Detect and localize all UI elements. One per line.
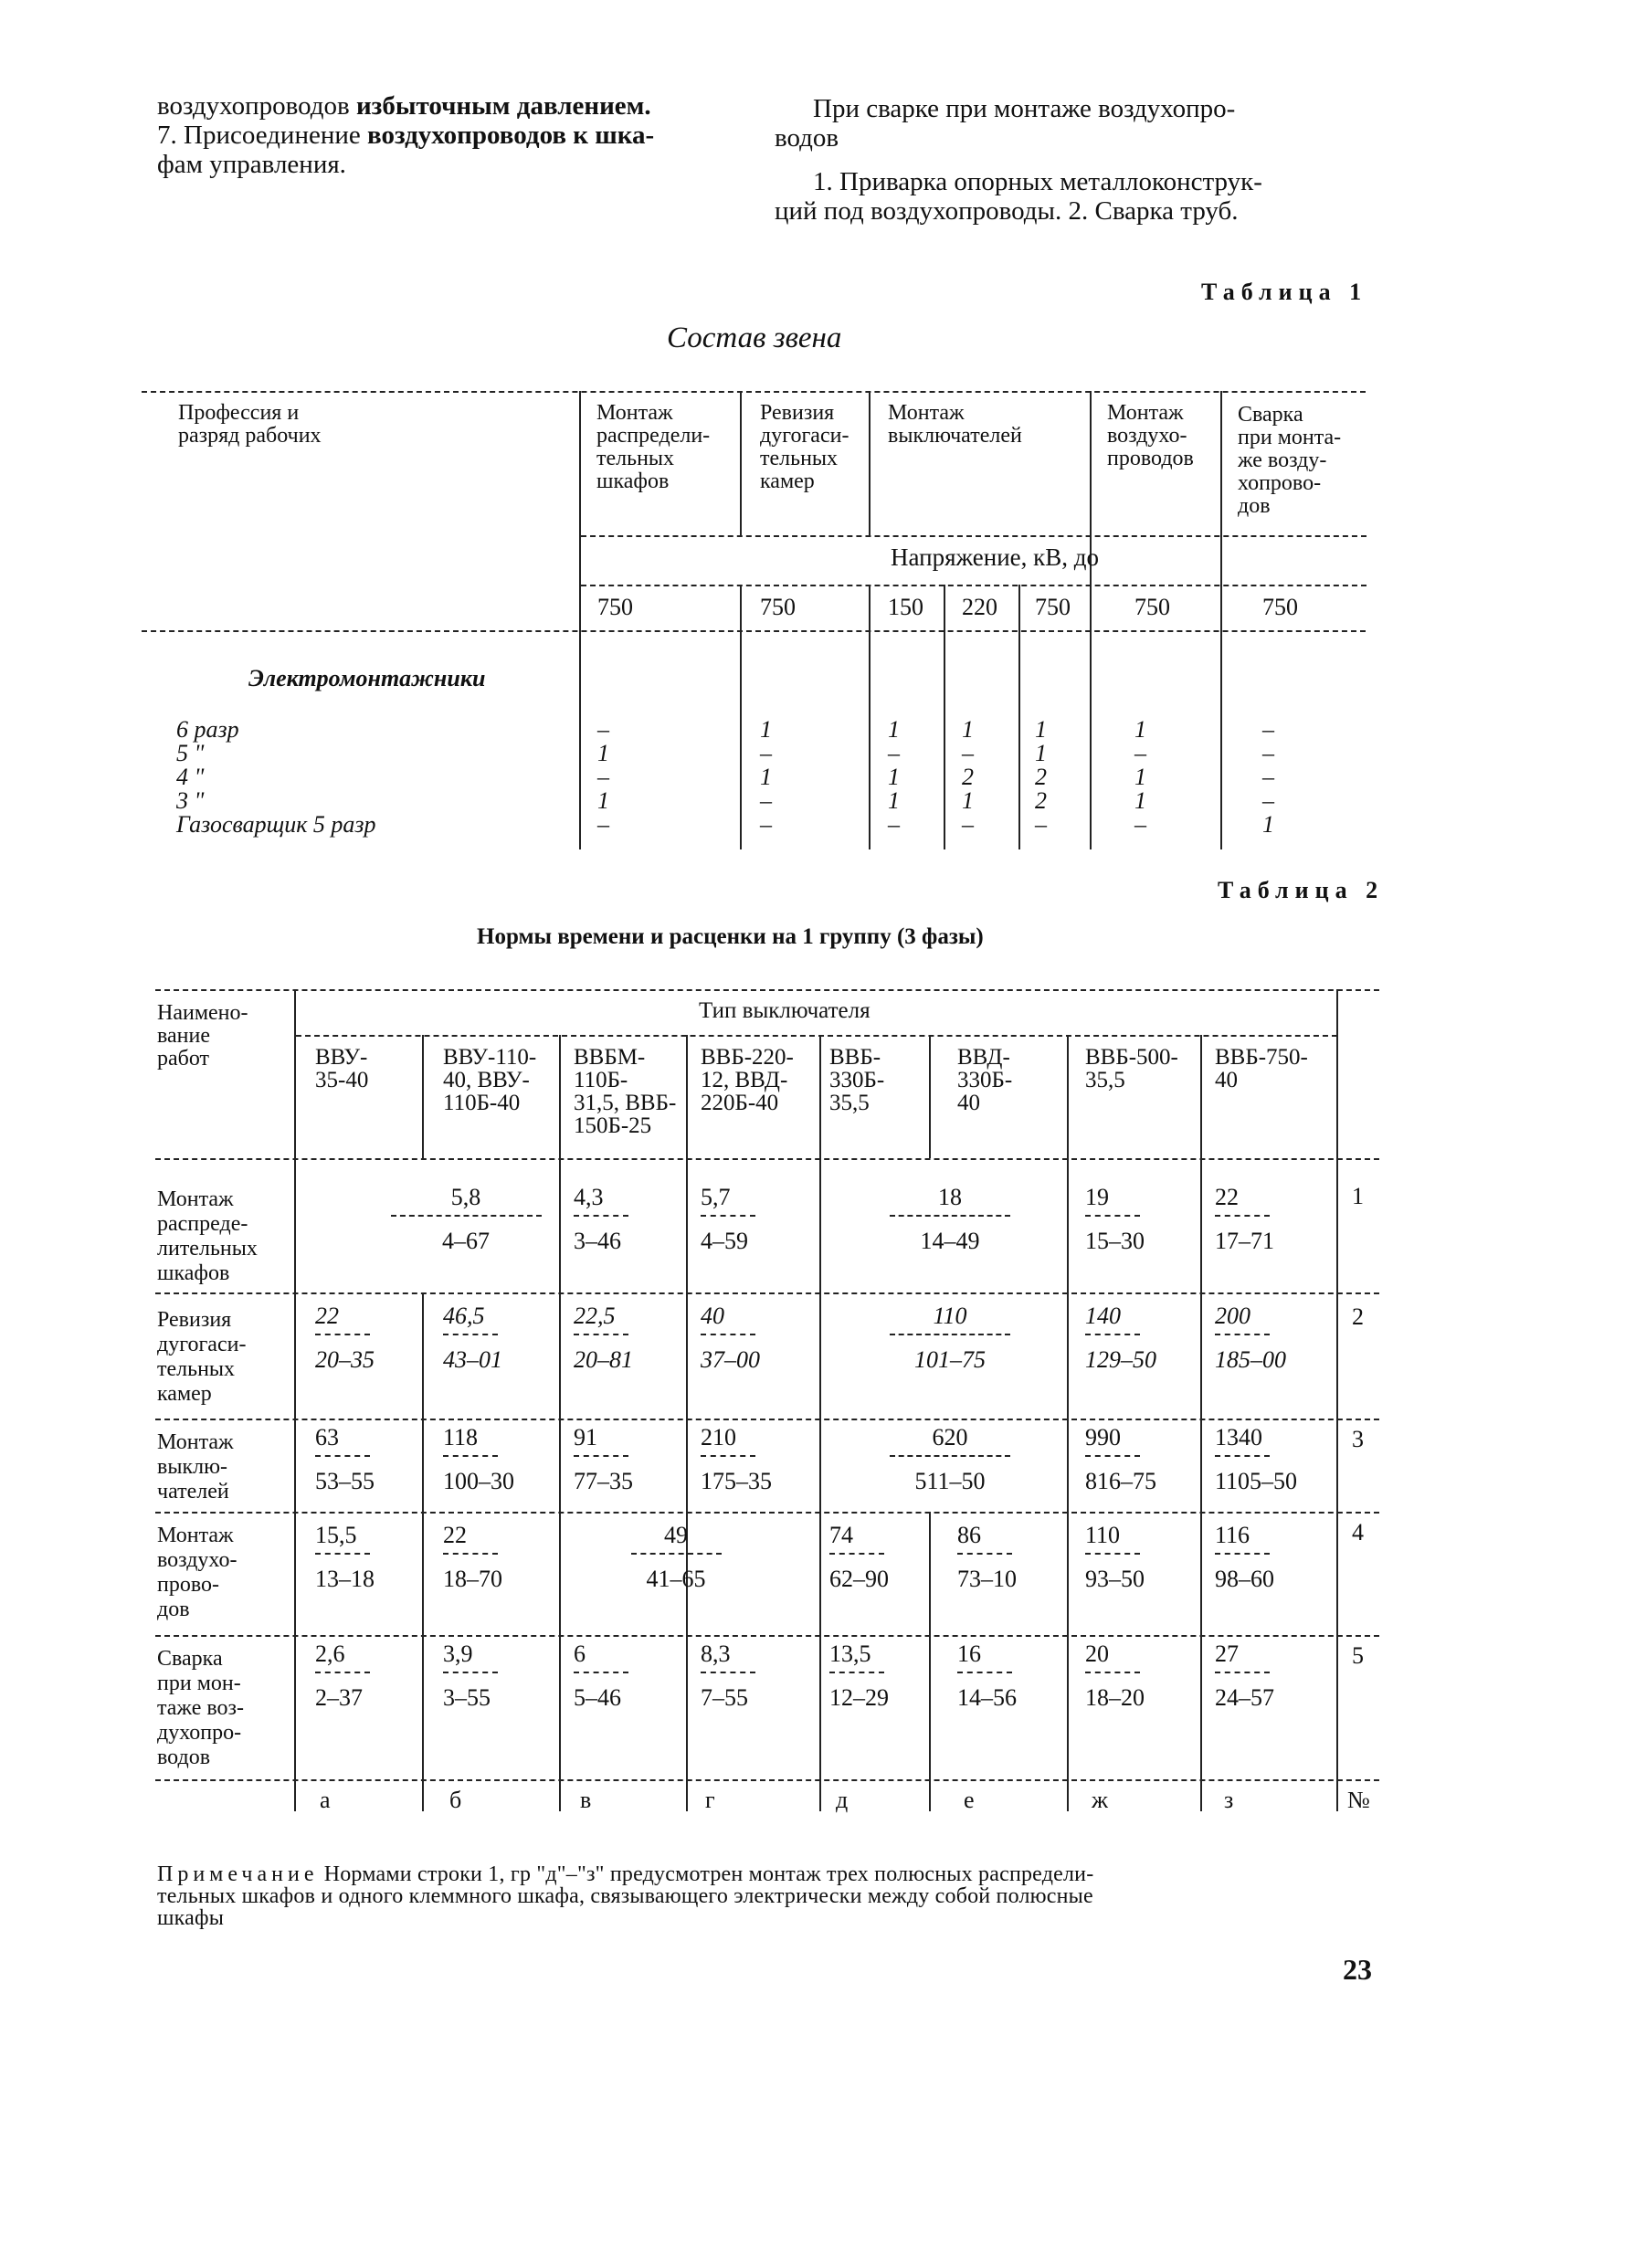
cell-rate: 20–35 <box>315 1346 375 1373</box>
table2-cell <box>1085 1524 1145 1591</box>
table2-cell <box>443 1642 498 1710</box>
cell-rate: 511–50 <box>914 1468 986 1494</box>
table2-cell <box>574 1304 633 1372</box>
table1-cell: 1 <box>888 764 900 790</box>
footnote-label: Примечание <box>157 1862 319 1886</box>
cell-rate: 175–35 <box>701 1468 772 1494</box>
cell-norm: 3,9 <box>443 1640 473 1667</box>
table1-cell: 1 <box>888 716 900 743</box>
table2-column-letter: б <box>449 1787 462 1813</box>
cell-rate: 77–35 <box>574 1468 633 1494</box>
table1-cell: – <box>597 811 609 838</box>
table1-voltage: 750 <box>760 594 796 620</box>
cell-norm: 49 <box>664 1522 688 1548</box>
cell-rate: 93–50 <box>1085 1566 1145 1592</box>
table2-cell <box>957 1524 1017 1591</box>
cell-rate: 14–49 <box>920 1228 980 1254</box>
table1-cell: – <box>760 740 772 766</box>
table2-cell <box>840 1186 1060 1253</box>
table1-cell: 2 <box>1035 787 1047 814</box>
table1-cell: 1 <box>962 787 974 814</box>
cell-rate: 18–20 <box>1085 1684 1145 1711</box>
table1-header-air-ducts: Монтаж воздухо- проводов <box>1107 401 1194 470</box>
cell-rate: 1105–50 <box>1215 1468 1298 1494</box>
table2-cell <box>701 1304 760 1372</box>
cell-rate: 17–71 <box>1215 1228 1274 1254</box>
cell-norm: 6 <box>574 1640 586 1667</box>
cell-norm: 86 <box>957 1522 981 1548</box>
cell-rate: 73–10 <box>957 1566 1017 1592</box>
table2-cell <box>1215 1642 1274 1710</box>
table2-cell <box>443 1304 502 1372</box>
table2-type-header: ВВУ- 35-40 <box>315 1045 369 1092</box>
cell-rate: 13–18 <box>315 1566 375 1592</box>
table1-voltage: 750 <box>1262 594 1298 620</box>
table1-cell: 2 <box>962 764 974 790</box>
table2-row-label: Монтаж выклю- чателей <box>157 1430 234 1503</box>
cell-norm: 200 <box>1215 1303 1250 1329</box>
cell-rate: 185–00 <box>1215 1346 1286 1373</box>
left-line-3: фам управления. <box>157 150 346 179</box>
table2-row-label: Сварка при мон- таже воз- духопро- водов <box>157 1647 244 1769</box>
cell-rate: 4–67 <box>442 1228 490 1254</box>
table2-type-header: ВВБ-500- 35,5 <box>1085 1045 1178 1092</box>
table1-cell: – <box>1262 740 1274 766</box>
cell-norm: 118 <box>443 1424 479 1450</box>
table1-header-switches: Монтаж выключателей <box>888 401 1022 448</box>
table2-column-letter: г <box>705 1787 715 1813</box>
table1-voltage-label: Напряжение, кВ, до <box>891 543 1100 571</box>
table2-cell <box>574 1426 633 1493</box>
table2-cell <box>315 1642 370 1710</box>
table1-cell: 1 <box>1134 787 1146 814</box>
cell-norm: 2,6 <box>315 1640 345 1667</box>
table1-cell: – <box>888 811 900 838</box>
table2-row-number: 3 <box>1352 1426 1364 1452</box>
table2-title: Нормы времени и расценки на 1 группу (3 фазы) <box>477 924 984 949</box>
table1-row-label: 4 " <box>176 764 205 790</box>
page-number: 23 <box>1343 1953 1372 1986</box>
cell-rate: 15–30 <box>1085 1228 1145 1254</box>
table2-cell <box>315 1304 375 1372</box>
table1-voltage: 150 <box>888 594 923 620</box>
table1-header-profession: Профессия и разряд рабочих <box>178 401 322 448</box>
cell-rate: 98–60 <box>1215 1566 1274 1592</box>
cell-norm: 210 <box>701 1424 736 1450</box>
table1-cell: 1 <box>597 787 609 814</box>
table1-header-arc-chambers: Ревизия дугогаси- тельных камер <box>760 401 849 493</box>
cell-rate: 100–30 <box>443 1468 514 1494</box>
table2-row-label: Ревизия дугогаси- тельных камер <box>157 1308 247 1406</box>
table1-caption: Таблица 1 <box>1201 279 1368 305</box>
cell-norm: 22 <box>443 1522 467 1548</box>
table2-cell <box>1215 1304 1286 1372</box>
cell-norm: 8,3 <box>701 1640 731 1667</box>
cell-norm: 990 <box>1085 1424 1121 1450</box>
cell-rate: 2–37 <box>315 1684 363 1711</box>
cell-rate: 129–50 <box>1085 1346 1156 1373</box>
table1-row-label: 5 " <box>176 740 205 766</box>
table2-cell <box>1085 1186 1145 1253</box>
cell-rate: 41–65 <box>646 1566 706 1592</box>
table2-cell <box>574 1186 628 1253</box>
table2-column-letter: а <box>320 1787 331 1813</box>
table2-type-header: ВВБ- 330Б- 35,5 <box>829 1045 885 1115</box>
cell-norm: 110 <box>1085 1522 1121 1548</box>
footnote <box>157 1863 1390 1929</box>
cell-norm: 19 <box>1085 1184 1109 1210</box>
cell-norm: 74 <box>829 1522 853 1548</box>
cell-norm: 5,7 <box>701 1184 731 1210</box>
table2-cell <box>315 1426 375 1493</box>
cell-norm: 116 <box>1215 1522 1250 1548</box>
table1-cell: 1 <box>962 716 974 743</box>
cell-norm: 1340 <box>1215 1424 1262 1450</box>
table2-row-number: 1 <box>1352 1183 1364 1209</box>
table2-type-header: ВВБ-220- 12, ВВД- 220Б-40 <box>701 1045 794 1115</box>
table2-type-header: ВВБМ- 110Б- 31,5, ВВБ- 150Б-25 <box>574 1045 677 1138</box>
table2-cell <box>701 1186 755 1253</box>
cell-rate: 816–75 <box>1085 1468 1156 1494</box>
table2-cell <box>957 1642 1017 1710</box>
cell-norm: 18 <box>938 1184 962 1210</box>
table1-cell: 1 <box>597 740 609 766</box>
right-line-4: ций под воздухопроводы. 2. Сварка труб. <box>775 196 1239 226</box>
table2-column-letter: д <box>836 1787 849 1813</box>
cell-rate: 24–57 <box>1215 1684 1274 1711</box>
table2-cell <box>1085 1426 1156 1493</box>
cell-rate: 53–55 <box>315 1468 375 1494</box>
table1-voltage: 750 <box>597 594 633 620</box>
cell-norm: 13,5 <box>829 1640 871 1667</box>
table2-column-letter: е <box>964 1787 975 1813</box>
cell-norm: 63 <box>315 1424 339 1450</box>
cell-rate: 12–29 <box>829 1684 889 1711</box>
table2-cell <box>574 1642 628 1710</box>
cell-rate: 14–56 <box>957 1684 1017 1711</box>
table2-caption: Таблица 2 <box>1218 877 1385 903</box>
table2-cell <box>1215 1186 1274 1253</box>
cell-norm: 15,5 <box>315 1522 357 1548</box>
table1-cell: – <box>962 811 974 838</box>
table1-cell: 1 <box>1134 716 1146 743</box>
table2-cell <box>594 1524 758 1591</box>
cell-norm: 5,8 <box>450 1184 481 1210</box>
table1-cell: 1 <box>1035 716 1047 743</box>
cell-norm: 22,5 <box>574 1303 616 1329</box>
table2-column-letter: в <box>580 1787 592 1813</box>
table1-row-label: 3 " <box>176 787 205 814</box>
table2-cell <box>1085 1304 1156 1372</box>
cell-norm: 20 <box>1085 1640 1109 1667</box>
table2-row-number: 4 <box>1352 1519 1364 1545</box>
left-line-1: воздухопроводов избыточным давлением. <box>157 91 651 121</box>
table2-row-number: 2 <box>1352 1303 1364 1330</box>
cell-rate: 62–90 <box>829 1566 889 1592</box>
footnote-line-3: шкафы <box>157 1906 225 1930</box>
right-line-2: водов <box>775 123 839 153</box>
table1-row-label: 6 разр <box>176 716 239 743</box>
left-line-2: 7. Присоединение воздухопроводов к шка- <box>157 121 655 150</box>
right-line-3: 1. Приварка опорных металлоконструк- <box>813 167 1262 196</box>
table1-cell: 1 <box>1262 811 1274 838</box>
cell-norm: 110 <box>933 1303 967 1329</box>
table2-cell <box>840 1304 1060 1372</box>
table2-cell <box>315 1524 375 1591</box>
table1-voltage: 750 <box>1035 594 1071 620</box>
table2-cell <box>1215 1524 1274 1591</box>
table2-row-label: Монтаж воздухо- прово- дов <box>157 1524 237 1621</box>
table2-cell <box>701 1426 772 1493</box>
table2-cell <box>829 1524 889 1591</box>
cell-rate: 20–81 <box>574 1346 633 1373</box>
table2-cell <box>829 1642 889 1710</box>
footnote-line-1: Примечание Нормами строки 1, гр "д"–"з" предусмотрен монтаж трех полюсных распредели- <box>157 1862 1094 1886</box>
footnote-line-2: тельных шкафов и одного клеммного шкафа, связывающего электрически между собой полюсные <box>157 1884 1093 1908</box>
table2-type-header: ВВД- 330Б- 40 <box>957 1045 1013 1115</box>
cell-rate: 4–59 <box>701 1228 748 1254</box>
table2-type-header: ВВУ-110- 40, ВВУ- 110Б-40 <box>443 1045 537 1115</box>
table1-title: Состав звена <box>667 322 842 354</box>
table2-cell <box>1085 1642 1145 1710</box>
table1-cell: – <box>1035 811 1047 838</box>
table2-number-sign: № <box>1347 1787 1370 1813</box>
table2-column-letter: з <box>1224 1787 1234 1813</box>
table1-cell: – <box>597 764 609 790</box>
cell-rate: 7–55 <box>701 1684 748 1711</box>
cell-norm: 22 <box>315 1303 339 1329</box>
table1-voltage: 750 <box>1134 594 1170 620</box>
table1-cell: – <box>1134 811 1146 838</box>
cell-rate: 101–75 <box>914 1346 986 1373</box>
left-column-text <box>157 91 760 179</box>
table2-type-label: Тип выключателя <box>699 998 871 1023</box>
table1-cell: – <box>1262 787 1274 814</box>
table2-cell <box>329 1186 603 1253</box>
table1-cell: 1 <box>888 787 900 814</box>
table1-cell: – <box>597 716 609 743</box>
right-line-1: При сварке при монтаже воздухопро- <box>813 94 1236 123</box>
table2-cell <box>1215 1426 1297 1493</box>
cell-norm: 27 <box>1215 1640 1239 1667</box>
cell-norm: 91 <box>574 1424 597 1450</box>
table1-voltage: 220 <box>962 594 997 620</box>
table2-row-label: Монтаж распреде- лительных шкафов <box>157 1187 258 1285</box>
cell-rate: 3–46 <box>574 1228 621 1254</box>
cell-norm: 620 <box>932 1424 968 1450</box>
table1-header-welding: Сварка при монта- же возду- хопрово- дов <box>1238 403 1342 518</box>
table1-group-label: Электромонтажники <box>248 665 486 691</box>
cell-norm: 4,3 <box>574 1184 604 1210</box>
cell-norm: 140 <box>1085 1303 1121 1329</box>
table2-cell <box>840 1426 1060 1493</box>
table1-cell: 1 <box>760 764 772 790</box>
cell-rate: 37–00 <box>701 1346 760 1373</box>
table2-cell <box>443 1426 514 1493</box>
table2-cell <box>701 1642 755 1710</box>
table1-cell: 2 <box>1035 764 1047 790</box>
cell-norm: 40 <box>701 1303 724 1329</box>
right-column-text <box>775 94 1377 226</box>
table2-cell <box>443 1524 502 1591</box>
table1-cell: – <box>962 740 974 766</box>
table1-cell: – <box>760 811 772 838</box>
table1-cell: – <box>888 740 900 766</box>
table1-cell: – <box>1262 716 1274 743</box>
table1-cell: – <box>1134 740 1146 766</box>
table1-cell: – <box>760 787 772 814</box>
table2-type-header: ВВБ-750- 40 <box>1215 1045 1308 1092</box>
table2-row-number: 5 <box>1352 1642 1364 1669</box>
table1-header-switchboards: Монтаж распредели- тельных шкафов <box>596 401 711 493</box>
table1-cell: 1 <box>1134 764 1146 790</box>
cell-rate: 5–46 <box>574 1684 621 1711</box>
table1-cell: 1 <box>760 716 772 743</box>
table1-cell: – <box>1262 764 1274 790</box>
table2-header-work: Наимено- вание работ <box>157 1001 248 1071</box>
cell-rate: 3–55 <box>443 1684 491 1711</box>
table1-row-label: Газосварщик 5 разр <box>176 811 376 838</box>
cell-norm: 22 <box>1215 1184 1239 1210</box>
cell-norm: 46,5 <box>443 1303 485 1329</box>
cell-norm: 16 <box>957 1640 981 1667</box>
cell-rate: 43–01 <box>443 1346 502 1373</box>
table1-cell: 1 <box>1035 740 1047 766</box>
cell-rate: 18–70 <box>443 1566 502 1592</box>
table2-column-letter: ж <box>1092 1787 1108 1813</box>
